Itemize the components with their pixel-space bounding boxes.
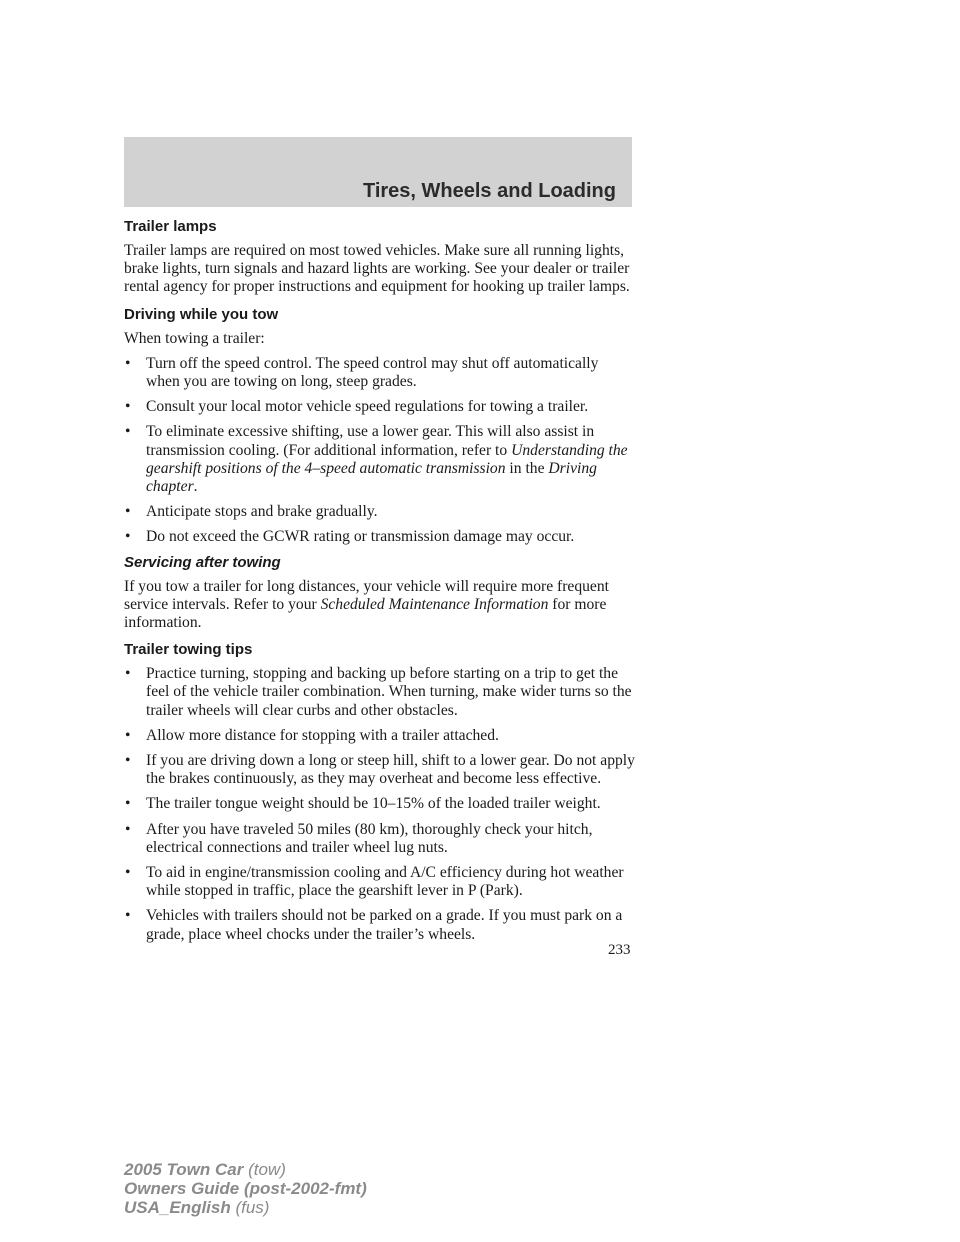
bullet-mark: • xyxy=(125,528,131,546)
bullet-mark: • xyxy=(125,726,131,744)
bullet-mark: • xyxy=(125,864,131,882)
paragraph-trailer-lamps: Trailer lamps are required on most towed vehicles. Make sure all running lights, brake lights, turn signals and hazard lights are working. See your dealer or trailer rental agency for proper instructions and equipment for hooking up trailer lamps. xyxy=(124,242,630,296)
list-item: • To eliminate excessive shifting, use a lower gear. This will also assist in transmission cooling. (For additional information, refer to Understanding the gearshift positions of the 4–speed automatic transmission in the Driving chapter. xyxy=(125,423,628,496)
list-item: • Turn off the speed control. The speed control may shut off automatically when you are towing on long, steep grades. xyxy=(125,354,599,391)
chapter-title: Tires, Wheels and Loading xyxy=(362,180,616,202)
page-number: 233 xyxy=(608,942,631,958)
chapter-header-band xyxy=(124,137,632,207)
document-footer xyxy=(124,1160,367,1217)
heading-trailer-lamps: Trailer lamps xyxy=(124,218,217,235)
footer-line-model: 2005 Town Car (tow) xyxy=(124,1160,286,1179)
list-towing-tips xyxy=(124,665,636,944)
list-item: • Consult your local motor vehicle speed regulations for towing a trailer. xyxy=(125,398,589,416)
paragraph-towing-intro: When towing a trailer: xyxy=(124,329,265,347)
bullet-mark: • xyxy=(125,907,131,925)
list-item: • Allow more distance for stopping with a trailer attached. xyxy=(125,726,499,744)
list-item: • Anticipate stops and brake gradually. xyxy=(125,503,378,521)
paragraph-servicing: If you tow a trailer for long distances, your vehicle will require more frequent service intervals. Refer to your Scheduled Maintenance Information for more information. xyxy=(124,577,609,632)
bullet-mark: • xyxy=(125,752,131,770)
page-content xyxy=(124,218,636,951)
bullet-mark: • xyxy=(125,423,131,441)
list-item: • The trailer tongue weight should be 10–15% of the loaded trailer weight. xyxy=(125,795,601,813)
cross-reference-section: Understanding the gearshift positions of the 4–speed automatic transmission xyxy=(146,441,628,477)
bullet-mark: • xyxy=(125,398,131,416)
list-item: • After you have traveled 50 miles (80 km), thoroughly check your hitch, electrical connections and trailer wheel lug nuts. xyxy=(125,820,593,856)
bullet-mark: • xyxy=(125,503,131,521)
heading-trailer-towing-tips: Trailer towing tips xyxy=(124,641,253,659)
list-item: • Do not exceed the GCWR rating or transmission damage may occur. xyxy=(125,528,575,546)
bullet-mark: • xyxy=(125,354,131,372)
cross-reference-maintenance: Scheduled Maintenance Information xyxy=(320,595,549,613)
cross-reference-chapter: Driving chapter xyxy=(146,459,597,496)
list-item: • To aid in engine/transmission cooling and A/C efficiency during hot weather while stopped in traffic, place the gearshift lever in P (Park). xyxy=(125,864,624,900)
list-item: • Vehicles with trailers should not be parked on a grade. If you must park on a grade, place wheel chocks under the trailer’s wheels. xyxy=(125,907,623,943)
list-driving-while-tow xyxy=(124,355,636,547)
heading-driving-while-you-tow: Driving while you tow xyxy=(124,305,279,323)
list-item: • Practice turning, stopping and backing up before starting on a trip to get the feel of the vehicle trailer combination. When turning, make wider turns so the trailer wheels will clear curbs and other obstacles. xyxy=(125,665,632,719)
footer-line-guide: Owners Guide (post-2002-fmt) xyxy=(124,1179,367,1198)
bullet-mark: • xyxy=(125,795,131,813)
list-item: • If you are driving down a long or steep hill, shift to a lower gear. Do not apply the brakes continuously, as they may overheat and become less effective. xyxy=(125,752,635,788)
bullet-mark: • xyxy=(125,665,131,683)
bullet-mark: • xyxy=(125,820,131,838)
heading-servicing-after-towing: Servicing after towing xyxy=(124,553,281,571)
footer-line-language: USA_English (fus) xyxy=(124,1198,270,1217)
